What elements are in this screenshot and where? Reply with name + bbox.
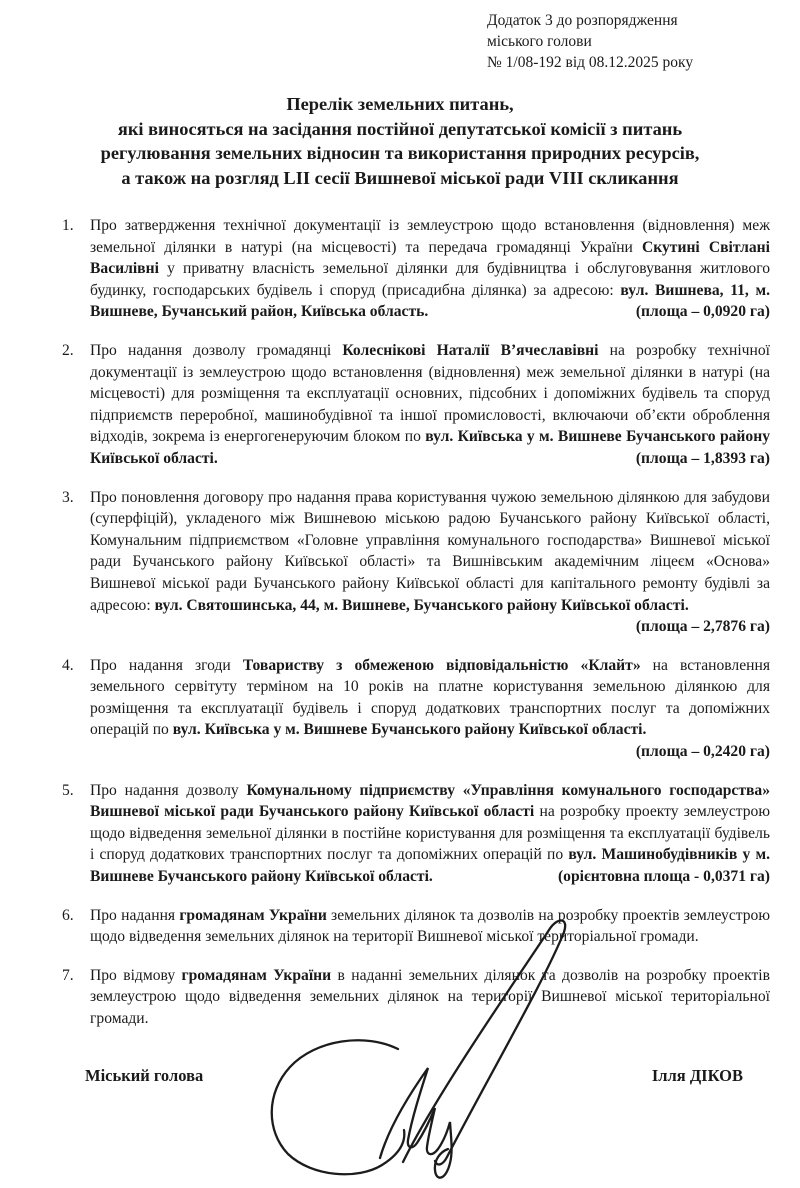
item-text: на встановлення земельного сервітуту терміном на 10 років на платне користування земельною ділянкою для розміщення та експлуатації будівель і споруд додаткових транспортних послуг та допоміжних операцій по: [90, 656, 770, 739]
item-text: в наданні земельних ділянок та дозволів на розробку проектів землеустрою щодо відведення земельних ділянок на території Вишневої міської територіальної громади.: [90, 966, 770, 1027]
item-text-bold: вул. Машинобудівників у м. Вишневе Бучанського району Київської області.: [90, 846, 770, 886]
list-item: [62, 487, 770, 638]
item-body: [90, 905, 770, 948]
item-text: на розробку технічної документації із землеустрою щодо встановлення (відновлення) меж земельної ділянки в натурі (на місцевості) для розміщення та експлуатації основних, підсобних і допоміжних будівель та споруд підприємств переробної, машинобудівної та іншої промисловості, включаючи об’єкти оброблення відходів, зокрема із енергогенеруючим блоком по: [90, 341, 770, 446]
signature-block: [85, 1066, 743, 1086]
item-area: (площа – 0,2420 га): [635, 743, 770, 761]
item-body: [90, 780, 770, 888]
item-text: Про надання згоди: [90, 656, 243, 674]
item-number: 5.: [62, 781, 74, 799]
item-text: Про відмову: [90, 966, 182, 984]
item-text: Про затвердження технічної документації із землеустрою щодо встановлення (відновлення) меж земельної ділянки в натурі (на місцевості) та передача громадянці України: [90, 217, 770, 256]
item-body: [90, 340, 770, 470]
item-text-bold: громадянам України: [179, 906, 327, 924]
item-body: [90, 487, 770, 638]
land-issues-list: [62, 215, 770, 1030]
document-title-line: які виносяться на засідання постійної депутатської комісії з питань: [117, 118, 683, 139]
signer-role: Міський голова: [85, 1065, 204, 1085]
item-text: Про надання дозволу: [90, 781, 247, 799]
document-title-line: регулювання земельних відносин та використання природних ресурсів,: [100, 143, 700, 163]
item-text: земельних ділянок та дозволів на розробку проектів землеустрою щодо відведення земельних ділянок на території Вишневої міської територіальної громади.: [90, 906, 770, 946]
item-body: [90, 965, 770, 1030]
appendix-header-line: міського голови: [487, 33, 592, 50]
item-body: [90, 655, 770, 763]
list-item: [62, 215, 770, 323]
list-item: [62, 340, 770, 470]
item-text-bold: вул. Київська у м. Вишневе Бучанського району Київської області.: [90, 428, 770, 467]
item-text: на розробку проекту землеустрою щодо відведення земельної ділянки в постійне користування для розміщення та експлуатації будівель і споруд додаткових транспортних послуг та допоміжних операцій по: [90, 803, 770, 864]
item-area: (площа – 2,7876 га): [635, 618, 770, 636]
item-text: Про надання: [90, 906, 180, 924]
item-number: 2.: [62, 341, 74, 359]
item-area: (площа – 1,8393 га): [635, 449, 770, 467]
item-number: 1.: [62, 217, 74, 234]
signature-loop-stroke: [272, 1040, 405, 1174]
list-item: [62, 655, 770, 763]
item-text-bold: Колеснікові Наталії В’ячеславівні: [342, 341, 599, 359]
list-item: [62, 905, 770, 948]
item-text-bold: Скутині Світлані Василівні: [90, 238, 770, 278]
item-area: (площа – 0,0920 га): [635, 303, 770, 321]
list-item: [62, 965, 770, 1030]
item-number: 7.: [62, 966, 74, 984]
item-number: 3.: [62, 488, 74, 506]
item-text-bold: вул. Святошинська, 44, м. Вишневе, Бучанського району Київської області.: [154, 596, 689, 614]
appendix-header-line: Додаток 3 до розпорядження: [487, 12, 678, 29]
document-title-line: а також на розгляд LII сесії Вишневої міської ради VIII скликання: [121, 167, 679, 188]
list-item: [62, 780, 770, 888]
appendix-header-line: № 1/08-192 від 08.12.2025 року: [487, 54, 694, 71]
item-text-bold: вул. Київська у м. Вишневе Бучанського району Київської області.: [172, 721, 647, 739]
appendix-header: [487, 0, 800, 73]
item-number: 6.: [62, 906, 74, 924]
item-text: Про поновлення договору про надання права користування чужою земельною ділянкою для забудови (суперфіцій), укладеного між Вишневою міською радою Бучанського району Київської області, Комунальним підприємством «Головне управління комунального господарства» Вишневої міської ради Бучанського району Київської області» та Вишнівським академічним ліцеєм «Основа» Вишневої міської ради Бучанського району Київської області для капітального ремонту будівлі за адресою:: [90, 488, 770, 614]
item-text: Про надання дозволу громадянці: [90, 341, 343, 359]
item-body: [90, 215, 770, 323]
item-text-bold: вул. Вишнева, 11, м. Вишневе, Бучанський район, Київська область.: [90, 281, 770, 321]
item-text-bold: Товариству з обмеженою відповідальністю «Клайт»: [242, 656, 641, 674]
document-title-line: Перелік земельних питань,: [286, 94, 514, 114]
item-text-bold: Комунальному підприємству «Управління комунального господарства» Вишневої міської ради Бучанського району Київської області: [90, 781, 771, 821]
item-number: 4.: [62, 656, 74, 674]
item-text: у приватну власність земельної ділянки для будівництва і обслуговування житлового будинку, господарських будівель і споруд (присадибна ділянка) за адресою:: [90, 260, 770, 299]
item-text-bold: громадянам України: [181, 966, 332, 984]
signer-name: Ілля ДІКОВ: [651, 1065, 743, 1085]
item-area: (орієнтовна площа - 0,0371 га): [557, 868, 770, 886]
document-title: [0, 92, 800, 190]
